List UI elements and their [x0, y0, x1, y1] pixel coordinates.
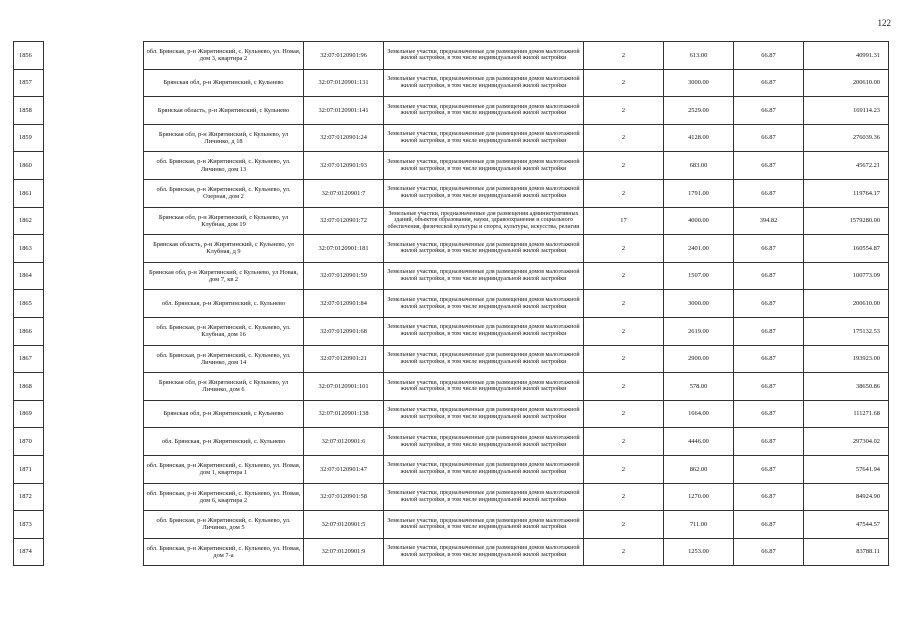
empty-cell [44, 152, 144, 180]
land-use-cell: Земельные участки, предназначенные для размещения домов малоэтажной жилой застройки, в том числе индивидуальной жилой застройки [384, 317, 584, 345]
cadastral-value-cell: 47544.57 [804, 511, 889, 539]
specific-value-cell: 66.87 [734, 152, 804, 180]
land-use-cell: Земельные участки, предназначенные для размещения домов малоэтажной жилой застройки, в том числе индивидуальной жилой застройки [384, 152, 584, 180]
address-cell: обл. Брянская, р-н Жирятинский, с. Кульнево, ул. Новая, дом 3, квартира 2 [144, 42, 304, 70]
table-row [14, 42, 889, 70]
specific-value-cell: 66.87 [734, 179, 804, 207]
land-use-cell: Земельные участки, предназначенные для размещения домов малоэтажной жилой застройки, в том числе индивидуальной жилой застройки [384, 69, 584, 97]
land-use-cell: Земельные участки, предназначенные для размещения домов малоэтажной жилой застройки, в том числе индивидуальной жилой застройки [384, 538, 584, 566]
cadastral-value-cell: 193923.00 [804, 345, 889, 373]
table-row [14, 235, 889, 263]
empty-cell [44, 235, 144, 263]
empty-cell [44, 262, 144, 290]
empty-cell [44, 538, 144, 566]
cadastral-number-cell: 32:07:0120901:68 [304, 317, 384, 345]
land-use-cell: Земельные участки, предназначенные для размещения домов малоэтажной жилой застройки, в том числе индивидуальной жилой застройки [384, 179, 584, 207]
land-use-cell: Земельные участки, предназначенные для размещения домов малоэтажной жилой застройки, в том числе индивидуальной жилой застройки [384, 483, 584, 511]
use-code-cell: 2 [584, 538, 664, 566]
empty-cell [44, 373, 144, 401]
row-number-cell: 1872 [14, 483, 44, 511]
cadastral-value-cell: 276039.36 [804, 124, 889, 152]
use-code-cell: 2 [584, 42, 664, 70]
empty-cell [44, 317, 144, 345]
empty-cell [44, 97, 144, 125]
cadastral-value-cell: 45672.21 [804, 152, 889, 180]
land-use-cell: Земельные участки, предназначенные для размещения домов малоэтажной жилой застройки, в том числе индивидуальной жилой застройки [384, 511, 584, 539]
table-row [14, 69, 889, 97]
cadastral-number-cell: 32:07:0120901:84 [304, 290, 384, 318]
address-cell: обл. Брянская, р-н Жирятинский, с. Кульнево [144, 290, 304, 318]
area-cell: 1791.00 [664, 179, 734, 207]
use-code-cell: 2 [584, 97, 664, 125]
empty-cell [44, 290, 144, 318]
area-cell: 2401.00 [664, 235, 734, 263]
land-use-cell: Земельные участки, предназначенные для размещения домов малоэтажной жилой застройки, в том числе индивидуальной жилой застройки [384, 400, 584, 428]
area-cell: 613.00 [664, 42, 734, 70]
use-code-cell: 2 [584, 179, 664, 207]
address-cell: обл. Брянская, р-н Жирятинский, с. Кульнево, ул. Личинко, дом 14 [144, 345, 304, 373]
page-number: 122 [877, 18, 891, 28]
specific-value-cell: 66.87 [734, 538, 804, 566]
address-cell: обл. Брянская, р-н Жирятинский, с. Кульнево, ул. Новая, дом 7-а [144, 538, 304, 566]
row-number-cell: 1863 [14, 235, 44, 263]
specific-value-cell: 66.87 [734, 97, 804, 125]
land-use-cell: Земельные участки, предназначенные для размещения домов малоэтажной жилой застройки, в том числе индивидуальной жилой застройки [384, 124, 584, 152]
row-number-cell: 1868 [14, 373, 44, 401]
cadastral-number-cell: 32:07:0120901:181 [304, 235, 384, 263]
specific-value-cell: 66.87 [734, 235, 804, 263]
cadastral-value-cell: 100773.09 [804, 262, 889, 290]
cadastral-value-cell: 83788.11 [804, 538, 889, 566]
row-number-cell: 1865 [14, 290, 44, 318]
cadastral-number-cell: 32:07:0120901:9 [304, 538, 384, 566]
address-cell: Брянская обл, р-н Жирятинский, с Кульнево, ул Личинко, д 18 [144, 124, 304, 152]
use-code-cell: 2 [584, 373, 664, 401]
empty-cell [44, 428, 144, 456]
area-cell: 2900.00 [664, 345, 734, 373]
cadastral-number-cell: 32:07:0120901:101 [304, 373, 384, 401]
use-code-cell: 2 [584, 290, 664, 318]
table-row [14, 455, 889, 483]
row-number-cell: 1873 [14, 511, 44, 539]
cadastral-number-cell: 32:07:0120901:131 [304, 69, 384, 97]
land-use-cell: Земельные участки, предназначенные для размещения домов малоэтажной жилой застройки, в том числе индивидуальной жилой застройки [384, 97, 584, 125]
address-cell: обл. Брянская, р-н Жирятинский, с. Кульнево, ул. Озерная, дом 2 [144, 179, 304, 207]
land-use-cell: Земельные участки, предназначенные для размещения домов малоэтажной жилой застройки, в том числе индивидуальной жилой застройки [384, 428, 584, 456]
address-cell: обл. Брянская, р-н Жирятинский, с. Кульнево, ул. Новая, дом 6, квартира 2 [144, 483, 304, 511]
use-code-cell: 2 [584, 317, 664, 345]
empty-cell [44, 124, 144, 152]
area-cell: 3000.00 [664, 69, 734, 97]
specific-value-cell: 66.87 [734, 373, 804, 401]
row-number-cell: 1871 [14, 455, 44, 483]
cadastral-number-cell: 32:07:0120901:58 [304, 483, 384, 511]
specific-value-cell: 394.82 [734, 207, 804, 235]
specific-value-cell: 66.87 [734, 455, 804, 483]
use-code-cell: 2 [584, 455, 664, 483]
specific-value-cell: 66.87 [734, 69, 804, 97]
area-cell: 2529.00 [664, 97, 734, 125]
row-number-cell: 1857 [14, 69, 44, 97]
use-code-cell: 2 [584, 262, 664, 290]
cadastral-value-cell: 297304.02 [804, 428, 889, 456]
row-number-cell: 1858 [14, 97, 44, 125]
use-code-cell: 2 [584, 124, 664, 152]
cadastral-value-table [13, 41, 889, 566]
address-cell: Брянская область, р-н Жирятинский, с Кульнево [144, 97, 304, 125]
area-cell: 4000.00 [664, 207, 734, 235]
area-cell: 2619.00 [664, 317, 734, 345]
empty-cell [44, 42, 144, 70]
specific-value-cell: 66.87 [734, 124, 804, 152]
area-cell: 4446.00 [664, 428, 734, 456]
table-row [14, 538, 889, 566]
row-number-cell: 1866 [14, 317, 44, 345]
table-row [14, 290, 889, 318]
land-use-cell: Земельные участки, предназначенные для размещения домов малоэтажной жилой застройки, в том числе индивидуальной жилой застройки [384, 345, 584, 373]
address-cell: обл. Брянская, р-н Жирятинский, с. Кульнево [144, 428, 304, 456]
row-number-cell: 1859 [14, 124, 44, 152]
specific-value-cell: 66.87 [734, 400, 804, 428]
cadastral-value-cell: 175132.53 [804, 317, 889, 345]
empty-cell [44, 179, 144, 207]
area-cell: 862.00 [664, 455, 734, 483]
address-cell: обл. Брянская, р-н Жирятинский, с. Кульнево, ул. Личинко, дом 13 [144, 152, 304, 180]
cadastral-number-cell: 32:07:0120901:5 [304, 511, 384, 539]
specific-value-cell: 66.87 [734, 317, 804, 345]
specific-value-cell: 66.87 [734, 511, 804, 539]
cadastral-value-cell: 119764.17 [804, 179, 889, 207]
specific-value-cell: 66.87 [734, 262, 804, 290]
cadastral-value-cell: 200610.00 [804, 69, 889, 97]
cadastral-number-cell: 32:07:0120901:72 [304, 207, 384, 235]
cadastral-number-cell: 32:07:0120901:96 [304, 42, 384, 70]
use-code-cell: 2 [584, 483, 664, 511]
cadastral-number-cell: 32:07:0120901:47 [304, 455, 384, 483]
cadastral-number-cell: 32:07:0120901:59 [304, 262, 384, 290]
use-code-cell: 2 [584, 345, 664, 373]
cadastral-number-cell: 32:07:0120901:138 [304, 400, 384, 428]
cadastral-value-cell: 160554.87 [804, 235, 889, 263]
land-use-cell: Земельные участки, предназначенные для размещения домов малоэтажной жилой застройки, в том числе индивидуальной жилой застройки [384, 290, 584, 318]
cadastral-number-cell: 32:07:0120901:6 [304, 428, 384, 456]
row-number-cell: 1874 [14, 538, 44, 566]
use-code-cell: 2 [584, 400, 664, 428]
table-row [14, 345, 889, 373]
table-row [14, 124, 889, 152]
empty-cell [44, 207, 144, 235]
table-row [14, 97, 889, 125]
cadastral-value-cell: 200610.00 [804, 290, 889, 318]
table-row [14, 262, 889, 290]
cadastral-number-cell: 32:07:0120901:93 [304, 152, 384, 180]
cadastral-number-cell: 32:07:0120901:7 [304, 179, 384, 207]
cadastral-value-cell: 84924.90 [804, 483, 889, 511]
address-cell: Брянская обл, р-н Жирятинский, с Кульнево, ул Клубная, дом 19 [144, 207, 304, 235]
empty-cell [44, 455, 144, 483]
row-number-cell: 1861 [14, 179, 44, 207]
row-number-cell: 1864 [14, 262, 44, 290]
table-row [14, 483, 889, 511]
use-code-cell: 2 [584, 69, 664, 97]
row-number-cell: 1862 [14, 207, 44, 235]
use-code-cell: 2 [584, 235, 664, 263]
land-use-cell: Земельные участки, предназначенные для размещения домов малоэтажной жилой застройки, в том числе индивидуальной жилой застройки [384, 455, 584, 483]
table-row [14, 400, 889, 428]
area-cell: 711.00 [664, 511, 734, 539]
row-number-cell: 1856 [14, 42, 44, 70]
table-row [14, 152, 889, 180]
area-cell: 1664.00 [664, 400, 734, 428]
area-cell: 578.00 [664, 373, 734, 401]
table-row [14, 428, 889, 456]
empty-cell [44, 400, 144, 428]
area-cell: 1270.00 [664, 483, 734, 511]
specific-value-cell: 66.87 [734, 42, 804, 70]
cadastral-value-cell: 57641.94 [804, 455, 889, 483]
use-code-cell: 2 [584, 511, 664, 539]
cadastral-number-cell: 32:07:0120901:141 [304, 97, 384, 125]
row-number-cell: 1870 [14, 428, 44, 456]
specific-value-cell: 66.87 [734, 345, 804, 373]
address-cell: обл. Брянская, р-н Жирятинский, с. Кульнево, ул. Личинко, дом 5 [144, 511, 304, 539]
cadastral-number-cell: 32:07:0120901:21 [304, 345, 384, 373]
area-cell: 683.00 [664, 152, 734, 180]
empty-cell [44, 345, 144, 373]
area-cell: 1253.00 [664, 538, 734, 566]
land-use-cell: Земельные участки, предназначенные для размещения домов малоэтажной жилой застройки, в том числе индивидуальной жилой застройки [384, 373, 584, 401]
row-number-cell: 1867 [14, 345, 44, 373]
empty-cell [44, 483, 144, 511]
cadastral-value-cell: 38650.86 [804, 373, 889, 401]
cadastral-value-cell: 111271.68 [804, 400, 889, 428]
address-cell: Брянская обл, р-н Жирятинский, с Кульнево, ул Новая, дом 7, кв 2 [144, 262, 304, 290]
area-cell: 3000.00 [664, 290, 734, 318]
land-use-cell: Земельные участки, предназначенные для размещения домов малоэтажной жилой застройки, в том числе индивидуальной жилой застройки [384, 235, 584, 263]
specific-value-cell: 66.87 [734, 428, 804, 456]
table-row [14, 317, 889, 345]
cadastral-value-cell: 40991.31 [804, 42, 889, 70]
use-code-cell: 2 [584, 152, 664, 180]
cadastral-value-cell: 169114.23 [804, 97, 889, 125]
specific-value-cell: 66.87 [734, 290, 804, 318]
address-cell: обл. Брянская, р-н Жирятинский, с. Кульнево, ул. Клубная, дом 16 [144, 317, 304, 345]
use-code-cell: 17 [584, 207, 664, 235]
address-cell: Брянская обл, р-н Жирятинский, с Кульнево [144, 69, 304, 97]
table-row [14, 511, 889, 539]
specific-value-cell: 66.87 [734, 483, 804, 511]
row-number-cell: 1869 [14, 400, 44, 428]
empty-cell [44, 69, 144, 97]
area-cell: 1507.00 [664, 262, 734, 290]
area-cell: 4128.00 [664, 124, 734, 152]
address-cell: обл. Брянская, р-н Жирятинский, с. Кульнево, ул. Новая, дом 1, квартира 1 [144, 455, 304, 483]
address-cell: Брянская обл, р-н Жирятинский, с Кульнево [144, 400, 304, 428]
address-cell: Брянская обл, р-н Жирятинский, с Кульнево, ул Личинко, дом 6 [144, 373, 304, 401]
table-row [14, 207, 889, 235]
land-use-cell: Земельные участки, предназначенные для размещения административных зданий, объектов образования, науки, здравоохранения и социального обеспечения, физической культуры и спорта, культуры, искусства, религии [384, 207, 584, 235]
table-row [14, 179, 889, 207]
use-code-cell: 2 [584, 428, 664, 456]
table-body [14, 42, 889, 566]
address-cell: Брянская область, р-н Жирятинский, с Кульнево, ул Клубная, д 9 [144, 235, 304, 263]
land-use-cell: Земельные участки, предназначенные для размещения домов малоэтажной жилой застройки, в том числе индивидуальной жилой застройки [384, 42, 584, 70]
land-use-cell: Земельные участки, предназначенные для размещения домов малоэтажной жилой застройки, в том числе индивидуальной жилой застройки [384, 262, 584, 290]
empty-cell [44, 511, 144, 539]
cadastral-value-cell: 1579280.00 [804, 207, 889, 235]
cadastral-number-cell: 32:07:0120901:24 [304, 124, 384, 152]
row-number-cell: 1860 [14, 152, 44, 180]
table-row [14, 373, 889, 401]
